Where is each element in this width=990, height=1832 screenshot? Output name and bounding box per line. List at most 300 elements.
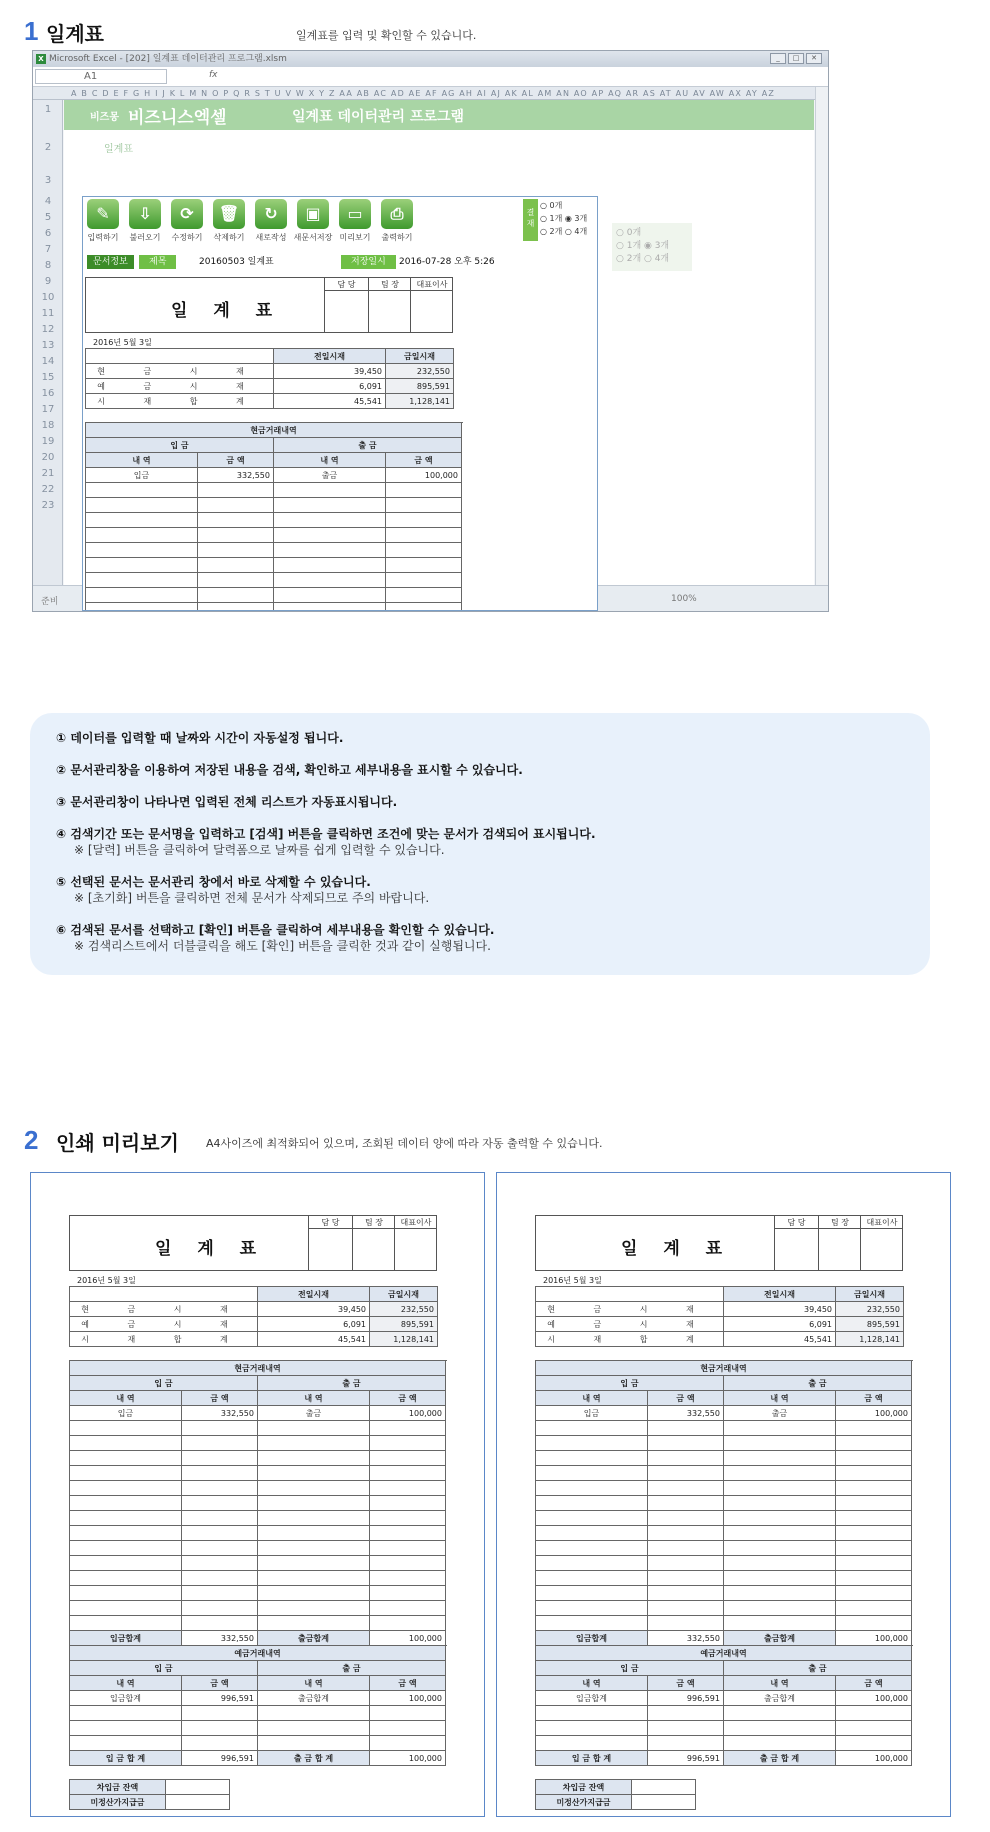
empty-cell[interactable] bbox=[648, 1601, 724, 1616]
row-number[interactable]: 3 bbox=[44, 175, 52, 186]
empty-cell[interactable] bbox=[836, 1436, 912, 1451]
amount-header: 금 액 bbox=[836, 1391, 912, 1406]
row-number[interactable]: 17 bbox=[41, 404, 55, 415]
summary-prev[interactable]: 45,541 bbox=[724, 1332, 836, 1347]
row-number[interactable]: 15 bbox=[41, 372, 55, 383]
empty-cell[interactable] bbox=[70, 1511, 182, 1526]
empty-cell[interactable] bbox=[386, 603, 462, 612]
empty-cell[interactable] bbox=[182, 1526, 258, 1541]
empty-cell[interactable] bbox=[70, 1526, 182, 1541]
empty-cell[interactable] bbox=[370, 1601, 446, 1616]
approval-label: 결재 bbox=[523, 199, 538, 241]
item-header: 내 역 bbox=[258, 1391, 370, 1406]
empty-cell[interactable] bbox=[648, 1451, 724, 1466]
empty-cell[interactable] bbox=[182, 1556, 258, 1571]
empty-cell[interactable] bbox=[724, 1466, 836, 1481]
empty-cell[interactable] bbox=[86, 483, 198, 498]
empty-cell[interactable] bbox=[370, 1586, 446, 1601]
empty-cell[interactable] bbox=[258, 1601, 370, 1616]
in-item[interactable]: 입금 bbox=[536, 1406, 648, 1421]
empty-cell[interactable] bbox=[182, 1616, 258, 1631]
empty-cell[interactable] bbox=[648, 1511, 724, 1526]
empty-cell[interactable] bbox=[70, 1616, 182, 1631]
maximize-button[interactable]: □ bbox=[788, 53, 804, 64]
empty-cell[interactable] bbox=[258, 1481, 370, 1496]
row-number[interactable]: 22 bbox=[41, 484, 55, 495]
form-title: 일 계 표 bbox=[155, 1239, 267, 1259]
ghost-radio: ○ 0개 bbox=[616, 228, 642, 238]
toolbar-icon: ⇩ bbox=[129, 199, 161, 229]
summary-prev[interactable]: 6,091 bbox=[724, 1317, 836, 1332]
empty-cell[interactable] bbox=[836, 1526, 912, 1541]
empty-cell[interactable] bbox=[182, 1466, 258, 1481]
empty-cell[interactable] bbox=[182, 1721, 258, 1736]
empty-cell[interactable] bbox=[182, 1481, 258, 1496]
empty-cell[interactable] bbox=[536, 1556, 648, 1571]
daily-report-form bbox=[82, 196, 598, 611]
row-number[interactable]: 8 bbox=[44, 260, 52, 271]
empty-cell[interactable] bbox=[86, 498, 198, 513]
extra-value[interactable] bbox=[632, 1795, 696, 1810]
section-title: 일계표 bbox=[46, 22, 104, 46]
empty-cell[interactable] bbox=[86, 588, 198, 603]
signature-label: 담 당 bbox=[775, 1216, 818, 1229]
empty-cell[interactable] bbox=[648, 1466, 724, 1481]
empty-cell[interactable] bbox=[274, 588, 386, 603]
empty-cell[interactable] bbox=[370, 1721, 446, 1736]
background-radio-group bbox=[612, 223, 692, 271]
empty-cell[interactable] bbox=[70, 1436, 182, 1451]
empty-cell[interactable] bbox=[70, 1736, 182, 1751]
out-item[interactable]: 출금 bbox=[258, 1406, 370, 1421]
empty-cell[interactable] bbox=[274, 603, 386, 612]
empty-cell[interactable] bbox=[724, 1511, 836, 1526]
empty-cell[interactable] bbox=[648, 1721, 724, 1736]
empty-cell[interactable] bbox=[70, 1466, 182, 1481]
amount-header: 금 액 bbox=[648, 1676, 724, 1691]
empty-cell[interactable] bbox=[370, 1706, 446, 1721]
empty-cell[interactable] bbox=[386, 498, 462, 513]
empty-cell[interactable] bbox=[648, 1736, 724, 1751]
row-number[interactable]: 21 bbox=[41, 468, 55, 479]
minimize-button[interactable]: _ bbox=[770, 53, 786, 64]
empty-cell[interactable] bbox=[836, 1541, 912, 1556]
empty-cell[interactable] bbox=[724, 1586, 836, 1601]
out-amount[interactable]: 100,000 bbox=[386, 468, 462, 483]
column-headers: A B C D E F G H I J K L M N O P Q R S T U V W X Y Z AA AB AC AD AE AF AG AH AI AJ AK AL AM AN AO AP AQ AR AS AT AU AV AW AX AY AZ bbox=[33, 87, 828, 100]
note-item: ② 문서관리창을 이용하여 저장된 내용을 검색, 확인하고 세부내용을 표시할 수 있습니다. bbox=[56, 763, 523, 777]
summary-today: 232,550 bbox=[370, 1302, 438, 1317]
empty-cell[interactable] bbox=[70, 1451, 182, 1466]
name-box[interactable]: A1 bbox=[35, 69, 167, 84]
form-document[interactable] bbox=[83, 197, 598, 611]
signature-cell[interactable] bbox=[410, 278, 453, 332]
empty-cell[interactable] bbox=[536, 1601, 648, 1616]
zoom-level[interactable]: 100% bbox=[671, 594, 697, 604]
empty-cell[interactable] bbox=[70, 1481, 182, 1496]
empty-cell[interactable] bbox=[386, 558, 462, 573]
toolbar-button-label: 새문서저장 bbox=[293, 233, 333, 242]
empty-cell[interactable] bbox=[182, 1436, 258, 1451]
note-item: ⑤ 선택된 문서는 문서관리 창에서 바로 삭제할 수 있습니다. bbox=[56, 875, 371, 889]
empty-cell[interactable] bbox=[182, 1421, 258, 1436]
empty-cell[interactable] bbox=[836, 1601, 912, 1616]
empty-cell[interactable] bbox=[182, 1571, 258, 1586]
empty-cell[interactable] bbox=[536, 1736, 648, 1751]
empty-cell[interactable] bbox=[370, 1556, 446, 1571]
empty-cell[interactable] bbox=[370, 1436, 446, 1451]
empty-cell[interactable] bbox=[648, 1706, 724, 1721]
empty-cell[interactable] bbox=[370, 1571, 446, 1586]
out-item[interactable]: 출금 bbox=[274, 468, 386, 483]
empty-cell[interactable] bbox=[258, 1706, 370, 1721]
empty-cell[interactable] bbox=[836, 1451, 912, 1466]
empty-cell[interactable] bbox=[724, 1571, 836, 1586]
empty-cell[interactable] bbox=[536, 1721, 648, 1736]
empty-cell[interactable] bbox=[86, 543, 198, 558]
in-amount[interactable]: 996,591 bbox=[182, 1691, 258, 1706]
row-number[interactable]: 16 bbox=[41, 388, 55, 399]
in-item[interactable]: 입금 bbox=[70, 1406, 182, 1421]
empty-cell[interactable] bbox=[274, 498, 386, 513]
row-number[interactable]: 1 bbox=[44, 104, 52, 115]
out-amount[interactable]: 100,000 bbox=[370, 1691, 446, 1706]
empty-cell[interactable] bbox=[836, 1571, 912, 1586]
empty-cell[interactable] bbox=[182, 1601, 258, 1616]
empty-cell[interactable] bbox=[648, 1556, 724, 1571]
extra-balance-table bbox=[535, 1779, 696, 1810]
row-number[interactable]: 18 bbox=[41, 420, 55, 431]
empty-cell[interactable] bbox=[198, 603, 274, 612]
empty-cell[interactable] bbox=[274, 543, 386, 558]
empty-cell[interactable] bbox=[370, 1526, 446, 1541]
item-header: 내 역 bbox=[70, 1391, 182, 1406]
empty-cell[interactable] bbox=[258, 1526, 370, 1541]
empty-cell[interactable] bbox=[70, 1601, 182, 1616]
vertical-scrollbar[interactable] bbox=[815, 87, 828, 585]
empty-cell[interactable] bbox=[536, 1436, 648, 1451]
empty-cell[interactable] bbox=[724, 1556, 836, 1571]
empty-cell[interactable] bbox=[386, 528, 462, 543]
empty-cell[interactable] bbox=[70, 1571, 182, 1586]
in-amount[interactable]: 332,550 bbox=[182, 1406, 258, 1421]
in-amount[interactable]: 996,591 bbox=[648, 1691, 724, 1706]
row-number[interactable]: 2 bbox=[44, 142, 52, 153]
empty-cell[interactable] bbox=[70, 1496, 182, 1511]
out-amount[interactable]: 100,000 bbox=[836, 1406, 912, 1421]
empty-cell[interactable] bbox=[258, 1721, 370, 1736]
empty-cell[interactable] bbox=[536, 1511, 648, 1526]
toolbar-icon: ↻ bbox=[255, 199, 287, 229]
item-header: 내 역 bbox=[536, 1676, 648, 1691]
row-number[interactable]: 11 bbox=[41, 308, 55, 319]
balance-summary-table bbox=[69, 1286, 438, 1347]
empty-cell[interactable] bbox=[724, 1526, 836, 1541]
empty-cell[interactable] bbox=[648, 1436, 724, 1451]
empty-cell[interactable] bbox=[836, 1586, 912, 1601]
doc-title-value[interactable]: 20160503 일계표 bbox=[199, 257, 274, 267]
out-item[interactable]: 출금합계 bbox=[258, 1691, 370, 1706]
out-item[interactable]: 출금 bbox=[724, 1406, 836, 1421]
empty-cell[interactable] bbox=[836, 1421, 912, 1436]
in-item[interactable]: 입금합계 bbox=[536, 1691, 648, 1706]
empty-cell[interactable] bbox=[198, 483, 274, 498]
empty-cell[interactable] bbox=[536, 1616, 648, 1631]
report-date: 2016년 5월 3일 bbox=[77, 1276, 136, 1285]
summary-prev[interactable]: 6,091 bbox=[274, 379, 386, 394]
amount-header: 금 액 bbox=[370, 1676, 446, 1691]
amount-header: 금 액 bbox=[182, 1676, 258, 1691]
empty-cell[interactable] bbox=[724, 1496, 836, 1511]
close-button[interactable]: ✕ bbox=[806, 53, 822, 64]
empty-cell[interactable] bbox=[274, 528, 386, 543]
empty-cell[interactable] bbox=[836, 1556, 912, 1571]
item-header: 내 역 bbox=[724, 1391, 836, 1406]
empty-cell[interactable] bbox=[182, 1496, 258, 1511]
empty-cell[interactable] bbox=[724, 1616, 836, 1631]
empty-cell[interactable] bbox=[258, 1616, 370, 1631]
in-item[interactable]: 입금합계 bbox=[70, 1691, 182, 1706]
empty-cell[interactable] bbox=[536, 1586, 648, 1601]
empty-cell[interactable] bbox=[836, 1496, 912, 1511]
summary-prev[interactable]: 39,450 bbox=[724, 1302, 836, 1317]
radio-option[interactable]: ○ 0개 bbox=[540, 201, 563, 210]
fx-icon[interactable]: fx bbox=[209, 70, 218, 80]
cash-transaction-title: 현금거래내역 bbox=[86, 423, 462, 438]
empty-cell[interactable] bbox=[198, 513, 274, 528]
empty-cell[interactable] bbox=[258, 1586, 370, 1601]
empty-cell[interactable] bbox=[724, 1601, 836, 1616]
empty-cell[interactable] bbox=[274, 483, 386, 498]
empty-cell[interactable] bbox=[370, 1616, 446, 1631]
empty-cell[interactable] bbox=[86, 603, 198, 612]
in-header: 입 금 bbox=[70, 1661, 258, 1676]
row-number[interactable]: 12 bbox=[41, 324, 55, 335]
row-number[interactable]: 23 bbox=[41, 500, 55, 511]
empty-cell[interactable] bbox=[258, 1436, 370, 1451]
signature-cell[interactable] bbox=[352, 1216, 395, 1270]
row-number[interactable]: 20 bbox=[41, 452, 55, 463]
print-preview-page bbox=[496, 1172, 951, 1817]
summary-prev[interactable]: 45,541 bbox=[274, 394, 386, 409]
empty-cell[interactable] bbox=[648, 1421, 724, 1436]
note-item: ① 데이터를 입력할 때 날짜와 시간이 자동설정 됩니다. bbox=[56, 731, 344, 745]
empty-cell[interactable] bbox=[724, 1541, 836, 1556]
empty-cell[interactable] bbox=[648, 1616, 724, 1631]
empty-cell[interactable] bbox=[70, 1421, 182, 1436]
empty-cell[interactable] bbox=[182, 1451, 258, 1466]
amount-header: 금 액 bbox=[648, 1391, 724, 1406]
item-header: 내 역 bbox=[258, 1676, 370, 1691]
header-band bbox=[64, 100, 814, 130]
empty-cell[interactable] bbox=[370, 1496, 446, 1511]
empty-cell[interactable] bbox=[386, 588, 462, 603]
empty-cell[interactable] bbox=[724, 1481, 836, 1496]
empty-cell[interactable] bbox=[70, 1586, 182, 1601]
empty-cell[interactable] bbox=[182, 1586, 258, 1601]
row-number[interactable]: 9 bbox=[44, 276, 52, 287]
summary-today: 895,591 bbox=[836, 1317, 904, 1332]
empty-cell[interactable] bbox=[536, 1496, 648, 1511]
out-amount[interactable]: 100,000 bbox=[836, 1691, 912, 1706]
empty-cell[interactable] bbox=[182, 1736, 258, 1751]
empty-cell[interactable] bbox=[258, 1556, 370, 1571]
empty-cell[interactable] bbox=[536, 1466, 648, 1481]
empty-cell[interactable] bbox=[724, 1736, 836, 1751]
summary-prev[interactable]: 39,450 bbox=[258, 1302, 370, 1317]
signature-cell[interactable] bbox=[309, 1216, 352, 1270]
empty-cell[interactable] bbox=[536, 1421, 648, 1436]
empty-cell[interactable] bbox=[370, 1481, 446, 1496]
in-header: 입 금 bbox=[536, 1661, 724, 1676]
signature-label: 팀 장 bbox=[819, 1216, 861, 1229]
empty-cell[interactable] bbox=[724, 1451, 836, 1466]
empty-cell[interactable] bbox=[386, 543, 462, 558]
radio-option[interactable]: ○ 1개 ◉ 3개 bbox=[540, 214, 588, 223]
summary-label: 시 재 합 계 bbox=[536, 1332, 724, 1347]
extra-label: 미정산가지급금 bbox=[70, 1795, 166, 1810]
in-amount[interactable]: 332,550 bbox=[648, 1406, 724, 1421]
note-item: ③ 문서관리창이 나타나면 입력된 전체 리스트가 자동표시됩니다. bbox=[56, 795, 398, 809]
empty-cell[interactable] bbox=[536, 1571, 648, 1586]
row-number[interactable]: 19 bbox=[41, 436, 55, 447]
empty-cell[interactable] bbox=[182, 1541, 258, 1556]
row-number[interactable]: 5 bbox=[44, 212, 52, 223]
empty-cell[interactable] bbox=[536, 1706, 648, 1721]
empty-cell[interactable] bbox=[86, 528, 198, 543]
empty-cell[interactable] bbox=[258, 1496, 370, 1511]
empty-cell[interactable] bbox=[198, 558, 274, 573]
summary-blank bbox=[536, 1287, 724, 1302]
empty-cell[interactable] bbox=[258, 1466, 370, 1481]
empty-cell[interactable] bbox=[70, 1721, 182, 1736]
toolbar-button-label: 입력하기 bbox=[87, 233, 119, 242]
empty-cell[interactable] bbox=[274, 513, 386, 528]
empty-cell[interactable] bbox=[370, 1511, 446, 1526]
empty-cell[interactable] bbox=[536, 1481, 648, 1496]
empty-cell[interactable] bbox=[836, 1736, 912, 1751]
empty-cell[interactable] bbox=[274, 558, 386, 573]
empty-cell[interactable] bbox=[386, 513, 462, 528]
empty-cell[interactable] bbox=[724, 1421, 836, 1436]
empty-cell[interactable] bbox=[198, 543, 274, 558]
empty-cell[interactable] bbox=[258, 1421, 370, 1436]
empty-cell[interactable] bbox=[648, 1586, 724, 1601]
extra-value[interactable] bbox=[166, 1780, 230, 1795]
empty-cell[interactable] bbox=[198, 573, 274, 588]
empty-cell[interactable] bbox=[182, 1511, 258, 1526]
empty-cell[interactable] bbox=[724, 1706, 836, 1721]
signature-cell[interactable] bbox=[394, 1216, 437, 1270]
empty-cell[interactable] bbox=[836, 1511, 912, 1526]
radio-option[interactable]: ○ 2개 ○ 4개 bbox=[540, 227, 588, 236]
empty-cell[interactable] bbox=[70, 1706, 182, 1721]
row-number[interactable]: 7 bbox=[44, 244, 52, 255]
summary-prev[interactable]: 6,091 bbox=[258, 1317, 370, 1332]
empty-cell[interactable] bbox=[370, 1736, 446, 1751]
extra-value[interactable] bbox=[632, 1780, 696, 1795]
empty-cell[interactable] bbox=[370, 1451, 446, 1466]
saved-value: 2016-07-28 오후 5:26 bbox=[399, 257, 495, 267]
signature-label: 팀 장 bbox=[369, 278, 411, 291]
empty-cell[interactable] bbox=[386, 483, 462, 498]
signature-label: 대표이사 bbox=[861, 1216, 903, 1229]
empty-cell[interactable] bbox=[648, 1541, 724, 1556]
empty-cell[interactable] bbox=[648, 1571, 724, 1586]
item-header: 내 역 bbox=[724, 1676, 836, 1691]
empty-cell[interactable] bbox=[724, 1436, 836, 1451]
out-item[interactable]: 출금합계 bbox=[724, 1691, 836, 1706]
empty-cell[interactable] bbox=[536, 1451, 648, 1466]
row-number[interactable]: 14 bbox=[41, 356, 55, 367]
empty-cell[interactable] bbox=[386, 573, 462, 588]
empty-cell[interactable] bbox=[274, 573, 386, 588]
empty-cell[interactable] bbox=[86, 558, 198, 573]
empty-cell[interactable] bbox=[70, 1556, 182, 1571]
empty-cell[interactable] bbox=[836, 1706, 912, 1721]
empty-cell[interactable] bbox=[182, 1706, 258, 1721]
empty-cell[interactable] bbox=[836, 1481, 912, 1496]
empty-cell[interactable] bbox=[86, 513, 198, 528]
signature-label: 대표이사 bbox=[411, 278, 453, 291]
empty-cell[interactable] bbox=[198, 588, 274, 603]
empty-cell[interactable] bbox=[370, 1466, 446, 1481]
row-number[interactable]: 10 bbox=[41, 292, 55, 303]
in-header: 입 금 bbox=[86, 438, 274, 453]
row-number[interactable]: 6 bbox=[44, 228, 52, 239]
empty-cell[interactable] bbox=[258, 1451, 370, 1466]
toolbar-button-label: 미리보기 bbox=[339, 233, 371, 242]
empty-cell[interactable] bbox=[836, 1466, 912, 1481]
empty-cell[interactable] bbox=[370, 1541, 446, 1556]
empty-cell[interactable] bbox=[258, 1541, 370, 1556]
empty-cell[interactable] bbox=[258, 1736, 370, 1751]
in-total: 996,591 bbox=[182, 1751, 258, 1766]
empty-cell[interactable] bbox=[198, 528, 274, 543]
row-number[interactable]: 13 bbox=[41, 340, 55, 351]
summary-prev[interactable]: 45,541 bbox=[258, 1332, 370, 1347]
empty-cell[interactable] bbox=[536, 1526, 648, 1541]
empty-cell[interactable] bbox=[724, 1721, 836, 1736]
summary-prev[interactable]: 39,450 bbox=[274, 364, 386, 379]
out-amount[interactable]: 100,000 bbox=[370, 1406, 446, 1421]
form-title-box bbox=[69, 1215, 309, 1271]
signature-cell[interactable] bbox=[818, 1216, 861, 1270]
empty-cell[interactable] bbox=[648, 1496, 724, 1511]
signature-cell[interactable] bbox=[325, 278, 368, 332]
empty-cell[interactable] bbox=[86, 573, 198, 588]
empty-cell[interactable] bbox=[198, 498, 274, 513]
empty-cell[interactable] bbox=[370, 1421, 446, 1436]
saved-tag: 저장일시 bbox=[341, 255, 396, 269]
toolbar-button-label: 출력하기 bbox=[381, 233, 413, 242]
empty-cell[interactable] bbox=[258, 1511, 370, 1526]
in-item[interactable]: 입금 bbox=[86, 468, 198, 483]
extra-value[interactable] bbox=[166, 1795, 230, 1810]
signature-cell[interactable] bbox=[860, 1216, 903, 1270]
empty-cell[interactable] bbox=[836, 1721, 912, 1736]
row-number[interactable]: 4 bbox=[44, 196, 52, 207]
empty-cell[interactable] bbox=[648, 1526, 724, 1541]
empty-cell[interactable] bbox=[648, 1481, 724, 1496]
empty-cell[interactable] bbox=[258, 1571, 370, 1586]
signature-cell[interactable] bbox=[368, 278, 411, 332]
empty-cell[interactable] bbox=[536, 1541, 648, 1556]
in-amount[interactable]: 332,550 bbox=[198, 468, 274, 483]
empty-cell[interactable] bbox=[70, 1541, 182, 1556]
empty-cell[interactable] bbox=[836, 1616, 912, 1631]
signature-cell[interactable] bbox=[775, 1216, 818, 1270]
